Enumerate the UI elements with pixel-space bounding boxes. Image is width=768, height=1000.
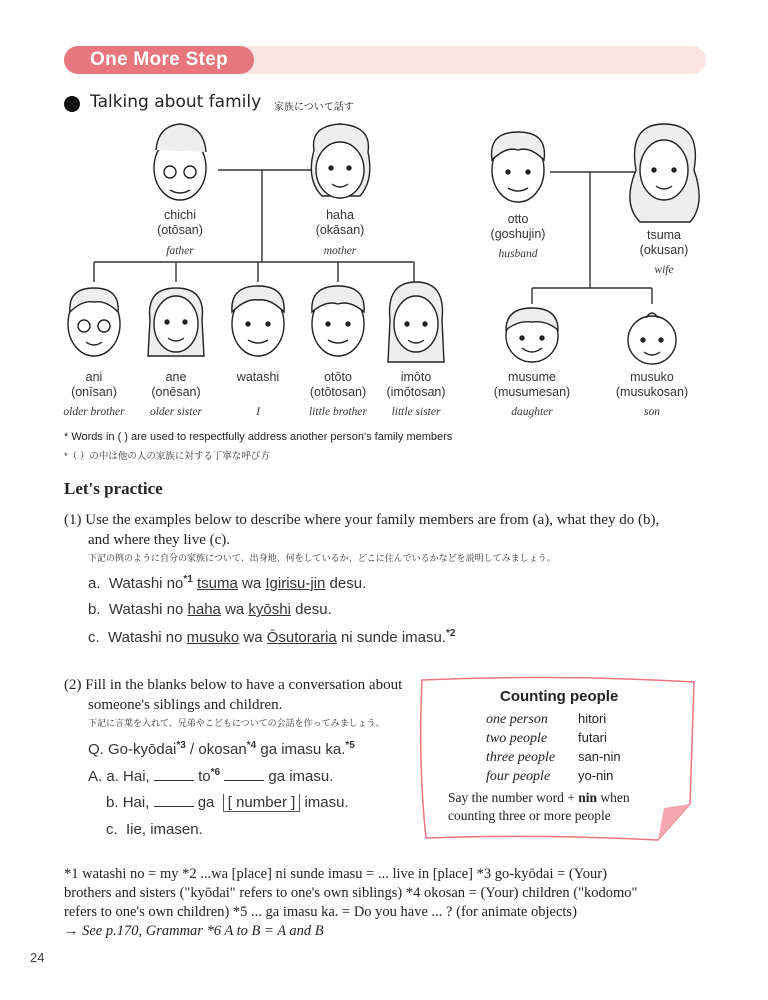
footnote-line-4[interactable]: → See p.170, Grammar *6 A to B = A and B bbox=[64, 923, 324, 939]
label-watashi: watashi bbox=[236, 370, 280, 384]
eng-musuko: son bbox=[644, 406, 660, 418]
number-bracket: [ number ] bbox=[223, 794, 301, 812]
footnote-line-2: brothers and sisters ("kyōdai" refers to one's own siblings) *4 okosan = (Your) children ("kodomo" bbox=[64, 885, 638, 901]
face-haha-icon bbox=[311, 124, 369, 198]
section-subtitle-jp: 家族について話す bbox=[274, 102, 354, 113]
face-ane-icon bbox=[148, 288, 204, 356]
answer-a: A. a. Hai, $to^{*6}$ ga imasu. bbox=[88, 767, 334, 785]
eng-imouto: little sister bbox=[391, 406, 441, 418]
answer-b: b. Hai, ga [ number ] imasu. bbox=[106, 794, 349, 811]
section-title: Talking about family bbox=[90, 92, 262, 112]
counting-row: two people futari bbox=[486, 730, 607, 746]
footnote-line-3: refers to one's own children) *5 ... ga imasu ka. = Do you have ... ? (for animate objects) bbox=[64, 904, 577, 920]
answer-c: c. Iie, imasen. bbox=[106, 821, 203, 838]
counting-row: four people yo-nin bbox=[486, 768, 614, 784]
counting-row: one person hitori bbox=[486, 711, 607, 727]
eng-ani: older brother bbox=[63, 406, 125, 418]
eng-otto: husband bbox=[498, 248, 538, 260]
label-otto: otto (goshujin) bbox=[490, 212, 546, 241]
eng-otouto: little brother bbox=[308, 406, 368, 418]
q2-jp: 下記に言葉を入れて、兄弟やこどもについての会話を作ってみましょう。 bbox=[88, 718, 385, 728]
header-pill: One More Step bbox=[64, 46, 254, 74]
q2-line2: someone's siblings and children. bbox=[88, 697, 283, 713]
practice-title: Let's practice bbox=[64, 479, 163, 498]
eng-ane: older sister bbox=[149, 406, 203, 418]
blank-field[interactable] bbox=[224, 768, 264, 781]
eng-tsuma: wife bbox=[654, 264, 674, 276]
eng-chichi: father bbox=[166, 245, 194, 257]
label-imouto: imōto (imōtosan) bbox=[386, 370, 446, 399]
question-q: Q. Go-kyōdai$^{*3}$ / okosan$^{*4}$ ga imasu ka.$^{*5}$ bbox=[88, 740, 355, 758]
label-ani: ani (onīsan) bbox=[71, 370, 117, 399]
label-tsuma: tsuma (okusan) bbox=[639, 228, 689, 257]
eng-watashi: I bbox=[256, 406, 260, 418]
counting-note-1: Say the number word + nin when bbox=[448, 790, 630, 805]
label-otouto: otōto (otōtosan) bbox=[309, 370, 367, 399]
face-watashi-icon bbox=[232, 286, 284, 356]
q1-jp: 下記の例のように自分の家族について、出身地、何をしているか、どこに住んでいるかなどを説明してみましょう。 bbox=[88, 553, 556, 563]
note-respectful-jp: *（ ）の中は他の人の家族に対する丁寧な呼び方 bbox=[64, 451, 270, 462]
face-chichi-icon bbox=[154, 124, 206, 200]
label-musuko: musuko (musukosan) bbox=[615, 370, 689, 399]
face-otto-icon bbox=[492, 132, 545, 202]
counting-table bbox=[486, 710, 666, 786]
blank-field[interactable] bbox=[154, 768, 194, 781]
face-imouto-icon bbox=[388, 282, 444, 362]
counting-row: three people san-nin bbox=[486, 749, 621, 765]
counting-note-2: counting three or more people bbox=[448, 808, 611, 823]
eng-haha: mother bbox=[323, 245, 357, 257]
example-b: b. Watashi no haha wa kyōshi desu. bbox=[88, 601, 332, 618]
label-chichi: chichi (otōsan) bbox=[157, 208, 203, 237]
example-a: a. Watashi $no^{*1}$ tsuma wa Igirisu-jin desu. bbox=[88, 574, 367, 592]
face-musuko-icon bbox=[628, 313, 676, 364]
face-musume-icon bbox=[506, 308, 558, 362]
face-otouto-icon bbox=[312, 286, 364, 356]
face-ani-icon bbox=[68, 288, 120, 356]
counting-title: Counting people bbox=[500, 688, 619, 705]
label-ane: ane (onēsan) bbox=[151, 370, 201, 399]
q2-line1: (2) Fill in the blanks below to have a conversation about bbox=[64, 677, 403, 693]
q1-line2: and where they live (c). bbox=[88, 532, 231, 548]
q1-line1: (1) Use the examples below to describe where your family members are from (a), what they do (b), bbox=[64, 512, 660, 528]
eng-musume: daughter bbox=[511, 406, 553, 418]
footnote-line-1: *1 watashi no = my *2 ...wa [place] ni sunde imasu = ... live in [place] *3 go-kyōdai = (Your) bbox=[64, 866, 607, 882]
label-musume: musume (musumesan) bbox=[493, 370, 571, 399]
note-respectful: * Words in ( ) are used to respectfully address another person's family members bbox=[64, 431, 453, 443]
face-tsuma-icon bbox=[630, 124, 699, 222]
example-c: c. Watashi no musuko wa Ōsutoraria ni sunde imasu.$^{*2}$ bbox=[88, 628, 456, 646]
page-number: 24 bbox=[30, 950, 45, 965]
label-haha: haha (okāsan) bbox=[315, 208, 365, 237]
blank-field[interactable] bbox=[154, 794, 194, 807]
